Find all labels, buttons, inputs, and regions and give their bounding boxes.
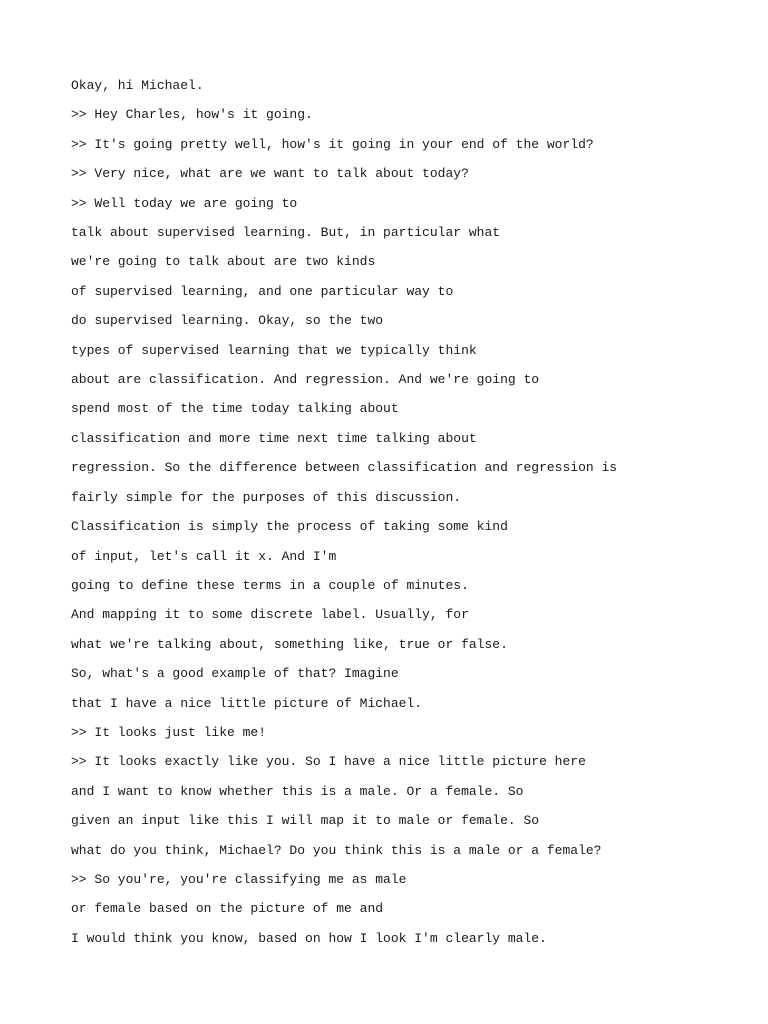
transcript-line: what we're talking about, something like, true or false. xyxy=(71,636,508,652)
transcript-line: classification and more time next time talking about xyxy=(71,430,477,446)
transcript-line: I would think you know, based on how I look I'm clearly male. xyxy=(71,930,547,946)
transcript-line: So, what's a good example of that? Imagine xyxy=(71,666,399,682)
transcript-line: spend most of the time today talking about xyxy=(71,401,399,417)
transcript-line: or female based on the picture of me and xyxy=(71,901,384,917)
transcript-line: what do you think, Michael? Do you think this is a male or a female? xyxy=(71,842,602,858)
transcript-line: do supervised learning. Okay, so the two xyxy=(71,313,384,329)
transcript-line: And mapping it to some discrete label. Usually, for xyxy=(71,607,469,623)
transcript-line: >> It looks exactly like you. So I have a nice little picture here xyxy=(71,754,586,770)
transcript-line: >> It looks just like me! xyxy=(71,724,267,740)
transcript-line: that I have a nice little picture of Michael. xyxy=(71,695,423,711)
transcript-line: of supervised learning, and one particular way to xyxy=(71,283,454,299)
transcript-line: >> Hey Charles, how's it going. xyxy=(71,107,313,123)
transcript-line: talk about supervised learning. But, in particular what xyxy=(71,225,501,241)
transcript-line: Okay, hi Michael. xyxy=(71,78,204,93)
transcript-line: we're going to talk about are two kinds xyxy=(71,254,376,270)
transcript-line: regression. So the difference between classification and regression is xyxy=(71,460,618,476)
transcript-line: of input, let's call it x. And I'm xyxy=(71,548,337,564)
transcript-line: Classification is simply the process of taking some kind xyxy=(71,519,508,535)
transcript-line: >> It's going pretty well, how's it going in your end of the world? xyxy=(71,136,594,152)
transcript-line: >> Very nice, what are we want to talk about today? xyxy=(71,166,469,182)
transcript-line: going to define these terms in a couple of minutes. xyxy=(71,577,469,593)
transcript-line: >> Well today we are going to xyxy=(71,195,298,211)
transcript-line: given an input like this I will map it to male or female. So xyxy=(71,813,540,829)
transcript-text xyxy=(71,71,751,953)
transcript-line: fairly simple for the purposes of this discussion. xyxy=(71,489,462,505)
transcript-line: >> So you're, you're classifying me as male xyxy=(71,871,407,887)
transcript-line: types of supervised learning that we typically think xyxy=(71,342,477,358)
transcript-line: about are classification. And regression. And we're going to xyxy=(71,372,540,388)
transcript-line: and I want to know whether this is a male. Or a female. So xyxy=(71,783,524,799)
